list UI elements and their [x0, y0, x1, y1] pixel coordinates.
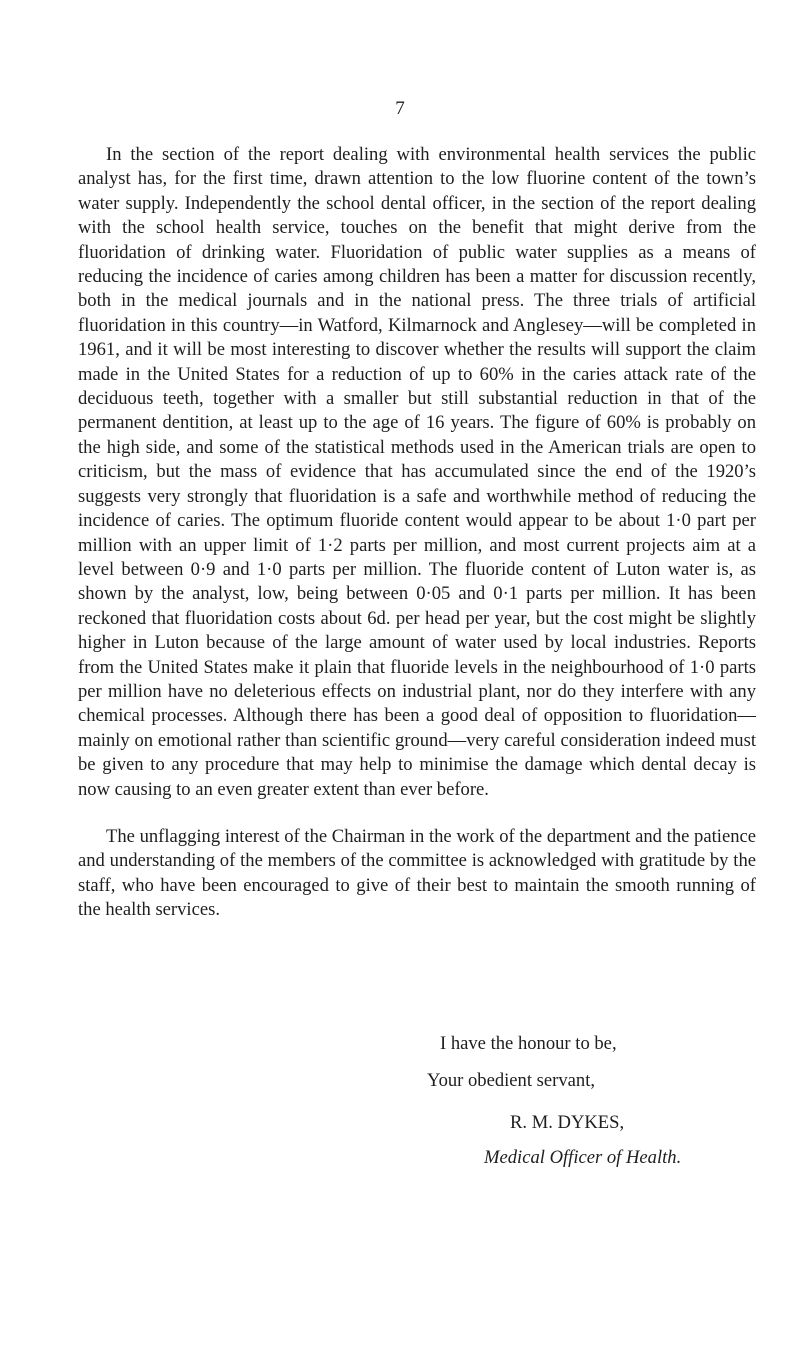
signatory-title: Medical Officer of Health.	[484, 1147, 682, 1168]
closing-salutation: I have the honour to be,	[440, 1033, 617, 1054]
signatory-name: R. M. DYKES,	[510, 1112, 625, 1133]
page-number: 7	[395, 98, 405, 119]
closing-valediction: Your obedient servant,	[427, 1070, 596, 1091]
paragraph-fluoridation: In the section of the report dealing with environmental health services the public analyst has, for the first time, drawn attention to the low fluorine content of the town’s water supply. Independently the school dental officer, in the section of the report dealing with the school health service, touches on the benefit that might derive from the fluoridation of drinking water. Fluoridation of public water supplies as a means of reducing the incidence of caries among children has been a matter for discussion recently, both in the medical journals and in the national press. The three trials of artificial fluoridation in this country—in Watford, Kilmarnock and Anglesey—will be completed in 1961, and it will be most interesting to discover whether the results will support the claim made in the United States for a reduction of up to 60% in the caries attack rate of the deciduous teeth, together with a smaller but still substantial reduction in that of the permanent dentition, at least up to the age of 16 years. The figure of 60% is probably on the high side, and some of the statistical methods used in the American trials are open to criticism, but the mass of evidence that has accumulated since the end of the 1920’s suggests very strongly that fluoridation is a safe and worthwhile method of reducing the incidence of caries. The optimum fluoride content would appear to be about 1·0 part per million with an upper limit of 1·2 parts per million, and most current projects aim at a level between 0·9 and 1·0 parts per million. The fluoride content of Luton water is, as shown by the analyst, low, being between 0·05 and 0·1 parts per million. It has been reckoned that fluoridation costs about 6d. per head per year, but the cost might be slightly higher in Luton because of the large amount of water used by local industries. Reports from the United States make it plain that fluoride levels in the neighbourhood of 1·0 parts per million have no deleterious effects on industrial plant, nor do they interfere with any chemical processes. Although there has been a good deal of opposition to fluoridation—mainly on emotional rather than scientific ground—very careful consideration indeed must be given to any procedure that may help to minimise the damage which dental decay is now causing to an even greater extent than ever before.	[78, 144, 756, 800]
report-body	[78, 143, 756, 923]
paragraph-acknowledgement: The unflagging interest of the Chairman in the work of the department and the patience and understanding of the members of the committee is acknowledged with gratitude by the staff, who have been encouraged to give of their best to maintain the smooth running of the health services.	[78, 825, 756, 921]
